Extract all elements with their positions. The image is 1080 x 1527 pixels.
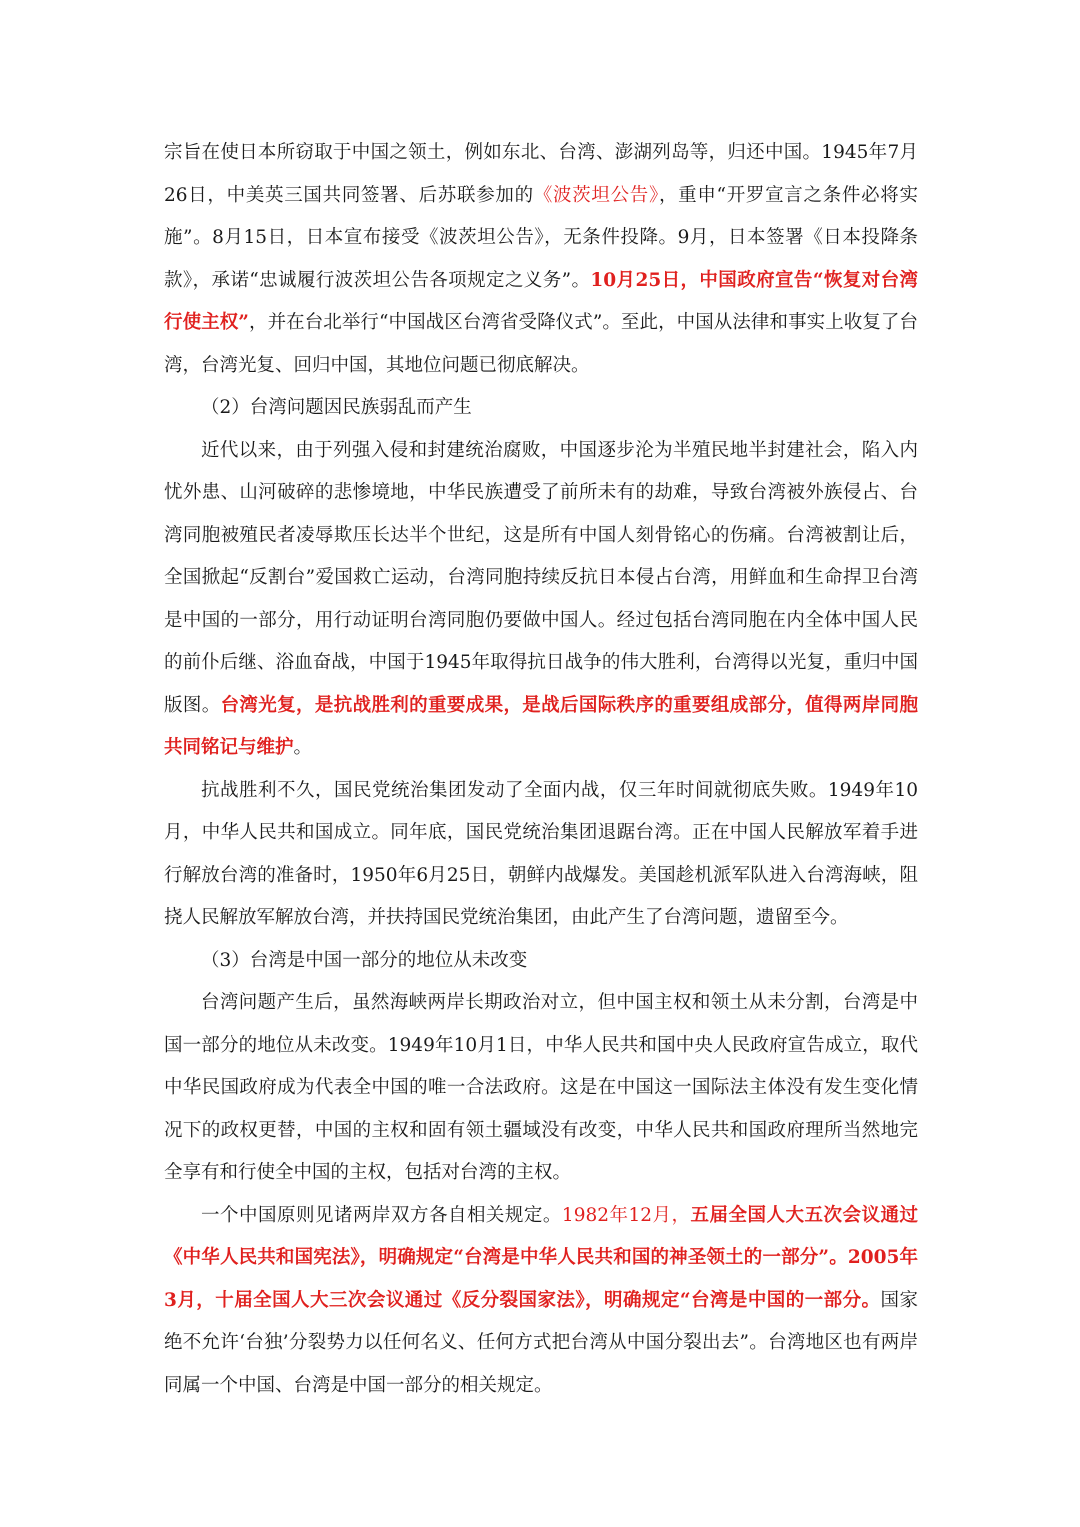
highlight-sovereignty-restored: 10月25日，中国政府宣告“恢复对台湾行使主权” — [164, 269, 918, 333]
heading-text: （3）台湾是中国一部分的地位从未改变 — [201, 949, 528, 971]
text-segment: ，并在台北举行“中国战区台湾省受降仪式”。至此，中国从法律和事实上收复了台湾，台湾光复、回归中国，其地位问题已彻底解决。 — [164, 312, 918, 376]
paragraph-modern-history — [164, 430, 918, 770]
paragraph-civil-war — [164, 770, 918, 940]
text-segment: 抗战胜利不久，国民党统治集团发动了全面内战，仅三年时间就彻底失败。1949年10月，中华人民共和国成立。同年底，国民党统治集团退踞台湾。正在中国人民解放军着手进行解放台湾的准备时，1950年6月25日，朝鲜内战爆发。美国趁机派军队进入台湾海峡，阻挠人民解放军解放台湾，并扶持国民党统治集团，由此产生了台湾问题，遗留至今。 — [164, 779, 918, 928]
document-page — [164, 132, 918, 1407]
text-segment: 近代以来，由于列强入侵和封建统治腐败，中国逐步沦为半殖民地半封建社会，陷入内忧外患、山河破碎的悲惨境地，中华民族遭受了前所未有的劫难，导致台湾被外族侵占、台湾同胞被殖民者凌辱欺压长达半个世纪，这是所有中国人刻骨铭心的伤痛。台湾被割让后，全国掀起“反割台”爱国救亡运动，台湾同胞持续反抗日本侵占台湾，用鲜血和生命捍卫台湾是中国的一部分，用行动证明台湾同胞仍要做中国人。经过包括台湾同胞在内全体中国人民的前仆后继、浴血奋战，中国于1945年取得抗日战争的伟大胜利，台湾得以光复，重归中国版图。 — [164, 439, 918, 716]
text-segment: 一个中国原则见诸两岸双方各自相关规定。 — [201, 1204, 562, 1226]
highlight-1982-date: 1982年12月， — [561, 1204, 691, 1226]
paragraph-potsdam — [164, 132, 918, 387]
text-segment: 宗旨在使日本所窃取于中国之领土，例如东北、台湾、澎湖列岛等，归还中国。1945年7月26日，中美英三国共同签署、后苏联参加的 — [164, 142, 918, 206]
highlight-potsdam-proclamation: 《波茨坦公告》 — [533, 184, 659, 206]
section-heading-3 — [164, 940, 918, 983]
text-segment: ，重申“开罗宣言之条件必将实施”。8月15日，日本宣布接受《波茨坦公告》，无条件投降。9月，日本签署《日本投降条款》，承诺“忠诚履行波茨坦公告各项规定之义务”。 — [164, 184, 918, 291]
heading-text: （2）台湾问题因民族弱乱而产生 — [201, 397, 472, 418]
highlight-taiwan-restoration: 台湾光复，是抗战胜利的重要成果，是战后国际秩序的重要组成部分，值得两岸同胞共同铭记与维护 — [164, 694, 918, 758]
text-segment: 国家绝不允许‘台独’分裂势力以任何名义、任何方式把台湾从中国分裂出去”。台湾地区也有两岸同属一个中国、台湾是中国一部分的相关规定。 — [164, 1289, 918, 1396]
paragraph-status-unchanged — [164, 982, 918, 1195]
text-segment: 。 — [293, 737, 313, 758]
section-heading-2 — [164, 387, 918, 430]
paragraph-one-china-principle — [164, 1195, 918, 1408]
text-segment: 台湾问题产生后，虽然海峡两岸长期政治对立，但中国主权和领土从未分割，台湾是中国一部分的地位从未改变。1949年10月1日，中华人民共和国中央人民政府宣告成立，取代中华民国政府成为代表全中国的唯一合法政府。这是在中国这一国际法主体没有发生变化情况下的政权更替，中国的主权和固有领土疆域没有改变，中华人民共和国政府理所当然地完全享有和行使全中国的主权，包括对台湾的主权。 — [164, 992, 918, 1183]
highlight-constitution-law: 五届全国人大五次会议通过《中华人民共和国宪法》，明确规定“台湾是中华人民共和国的神圣领土的一部分”。2005年3月，十届全国人大三次会议通过《反分裂国家法》，明确规定“台湾是中国的一部分。 — [164, 1204, 918, 1311]
